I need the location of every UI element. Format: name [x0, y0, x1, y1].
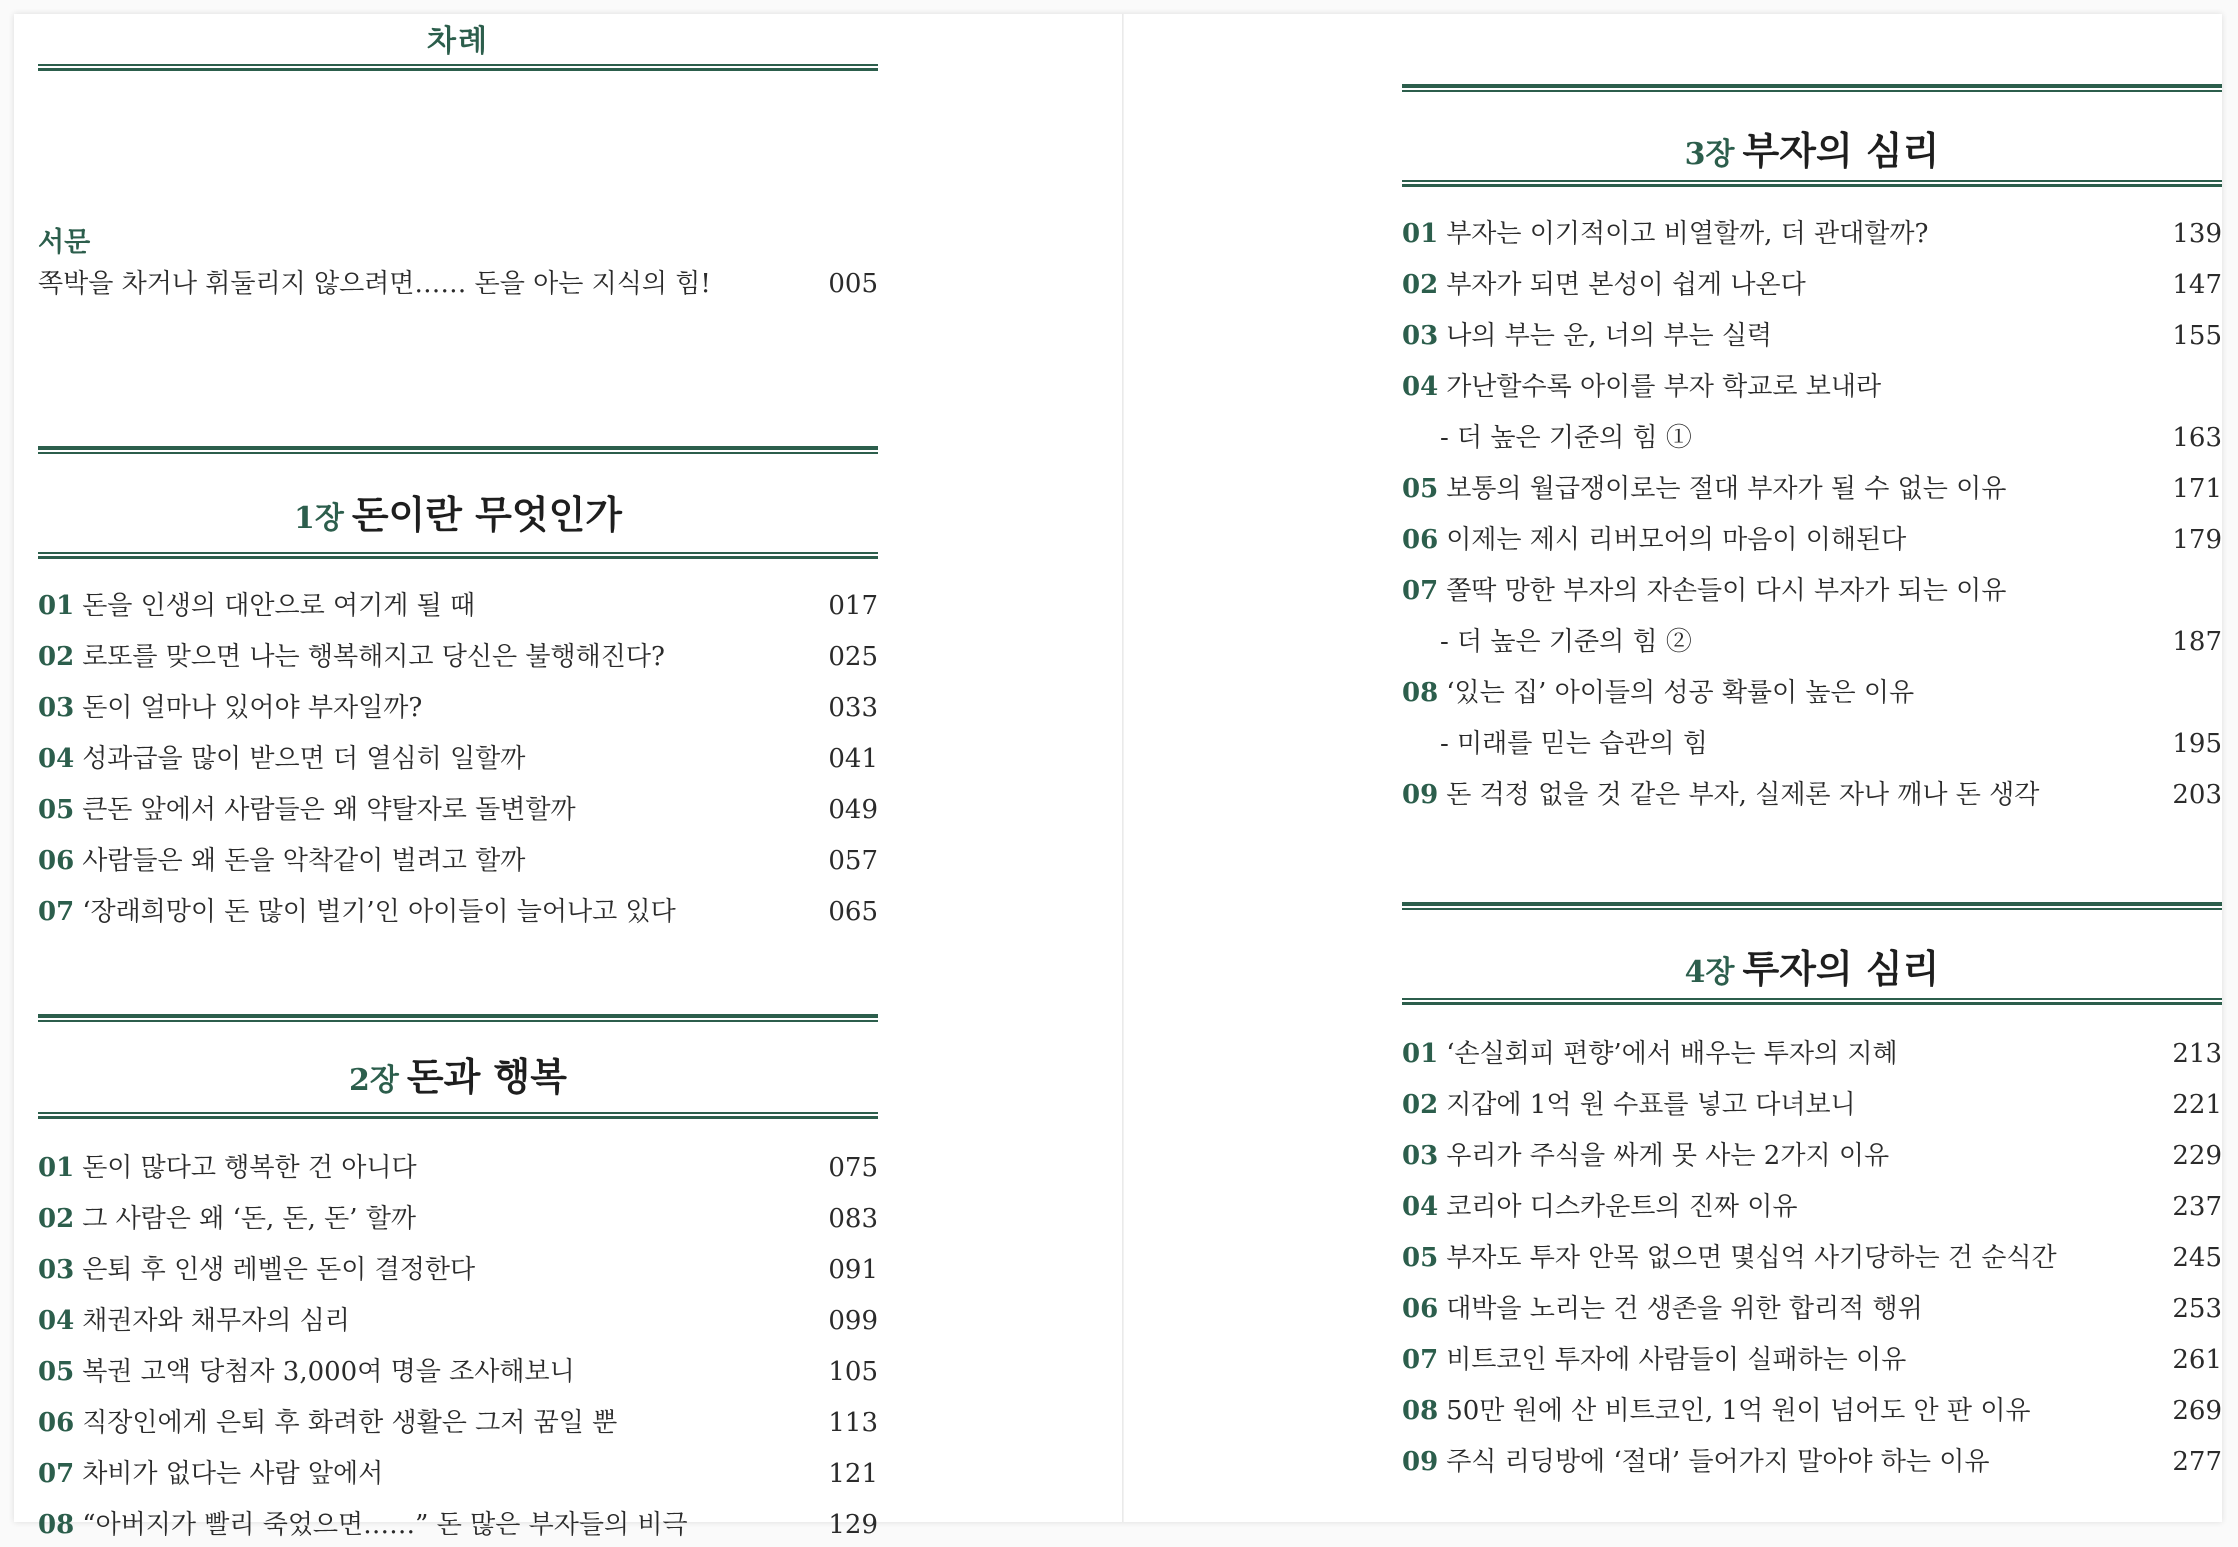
chapter-top-rule [1402, 84, 2222, 92]
chapter-number: 1장 [293, 501, 344, 536]
entry-number: 01 [1402, 219, 1439, 249]
entry-title: 보통의 월급쟁이로는 절대 부자가 될 수 없는 이유 [1446, 474, 2007, 504]
entry-title: 지갑에 1억 원 수표를 넣고 다녀보니 [1446, 1090, 1856, 1120]
toc-entry[interactable] [1402, 1185, 2222, 1229]
entry-number: 03 [1402, 321, 1439, 351]
toc-entry[interactable] [38, 890, 878, 934]
entry-number: 04 [1402, 372, 1439, 402]
entry-title: 우리가 주식을 싸게 못 사는 2가지 이유 [1446, 1141, 1890, 1171]
entry-title: “아버지가 빨리 죽었으면……” 돈 많은 부자들의 비극 [82, 1510, 688, 1540]
entry-page-number: 075 [828, 1153, 878, 1183]
entry-title: 비트코인 투자에 사람들이 실패하는 이유 [1446, 1345, 1907, 1375]
entry-page-number: 005 [828, 269, 878, 299]
entry-number: 06 [1402, 525, 1439, 555]
toc-entry[interactable] [38, 686, 878, 730]
chapter-top-rule [1402, 902, 2222, 910]
entry-number: 03 [38, 693, 75, 723]
toc-entry[interactable] [38, 1350, 878, 1394]
entry-page-number: 049 [828, 795, 878, 825]
entry-title: 쪽박을 차거나 휘둘리지 않으려면…… 돈을 아는 지식의 힘! [38, 269, 711, 299]
toc-entry[interactable] [38, 788, 878, 832]
entry-page-number: 277 [2172, 1447, 2222, 1477]
toc-entry[interactable] [38, 737, 878, 781]
entry-page-number: 163 [2172, 423, 2222, 453]
entry-title: 코리아 디스카운트의 진짜 이유 [1446, 1192, 1798, 1222]
entry-page-number: 113 [828, 1408, 878, 1438]
toc-title: 차례 [427, 24, 489, 59]
entry-page-number: 213 [2172, 1039, 2222, 1069]
entry-number: 07 [1402, 576, 1439, 606]
entry-number: 02 [38, 1204, 75, 1234]
toc-entry[interactable] [1402, 773, 2222, 817]
entry-page-number: 221 [2172, 1090, 2222, 1120]
entry-number: 06 [38, 1408, 75, 1438]
preface-label: 서문 [38, 227, 91, 258]
entry-page-number: 229 [2172, 1141, 2222, 1171]
toc-entry[interactable] [1402, 1032, 2222, 1076]
entry-number: 07 [38, 897, 75, 927]
chapter-title: 돈과 행복 [406, 1054, 567, 1099]
entry-page-number: 017 [828, 591, 878, 621]
toc-entry[interactable] [1402, 620, 2222, 664]
entry-page-number: 253 [2172, 1294, 2222, 1324]
entry-page-number: 261 [2172, 1345, 2222, 1375]
entry-title: 돈이 얼마나 있어야 부자일까? [82, 693, 423, 723]
entry-number: 03 [38, 1255, 75, 1285]
toc-entry[interactable] [1402, 1083, 2222, 1127]
toc-entry[interactable] [1402, 518, 2222, 562]
entry-number: 07 [38, 1459, 75, 1489]
entry-title: 돈을 인생의 대안으로 여기게 될 때 [82, 591, 476, 621]
toc-entry[interactable] [1402, 569, 2222, 613]
book-spread [14, 14, 2222, 1540]
entry-number: 05 [38, 795, 75, 825]
entry-title: 주식 리딩방에 ‘절대’ 들어가지 말아야 하는 이유 [1446, 1447, 1990, 1477]
toc-entry[interactable] [1402, 1134, 2222, 1178]
toc-entry[interactable] [1402, 365, 2222, 409]
entry-title: 그 사람은 왜 ‘돈, 돈, 돈’ 할까 [82, 1204, 416, 1234]
entry-page-number: 195 [2172, 729, 2222, 759]
entry-title: ‘있는 집’ 아이들의 성공 확률이 높은 이유 [1446, 678, 1915, 708]
chapter-bottom-rule [38, 1112, 878, 1119]
toc-entry[interactable] [1402, 1389, 2222, 1433]
entry-title: 차비가 없다는 사람 앞에서 [82, 1459, 384, 1489]
entry-number: 02 [1402, 1090, 1439, 1120]
entry-title: 로또를 맞으면 나는 행복해지고 당신은 불행해진다? [82, 642, 665, 672]
preface-entry[interactable] [38, 262, 878, 306]
entry-number: 06 [1402, 1294, 1439, 1324]
toc-entry[interactable] [1402, 1287, 2222, 1331]
toc-entry[interactable] [38, 1146, 878, 1190]
chapter-top-rule [38, 446, 878, 454]
entry-page-number: 171 [2172, 474, 2222, 504]
toc-entry[interactable] [1402, 314, 2222, 358]
chapter-heading [38, 484, 878, 539]
entry-title: 복권 고액 당첨자 3,000여 명을 조사해보니 [82, 1357, 575, 1387]
toc-entry[interactable] [1402, 212, 2222, 256]
entry-number: 09 [1402, 780, 1439, 810]
toc-entry[interactable] [38, 584, 878, 628]
entry-page-number: 091 [828, 1255, 878, 1285]
entry-number: 04 [38, 1306, 75, 1336]
entry-page-number: 269 [2172, 1396, 2222, 1426]
entry-number: 05 [38, 1357, 75, 1387]
entry-number: 04 [1402, 1192, 1439, 1222]
entry-page-number: 057 [828, 846, 878, 876]
toc-entry[interactable] [38, 839, 878, 883]
entry-title: 돈 걱정 없을 것 같은 부자, 실제론 자나 깨나 돈 생각 [1446, 780, 2040, 810]
toc-entry[interactable] [1402, 671, 2222, 715]
entry-title: 대박을 노리는 건 생존을 위한 합리적 행위 [1446, 1294, 1923, 1324]
toc-entry[interactable] [38, 1452, 878, 1496]
entry-number: 08 [1402, 1396, 1439, 1426]
toc-entry[interactable] [38, 1197, 878, 1241]
entry-number: 03 [1402, 1141, 1439, 1171]
entry-title: - 더 높은 기준의 힘 ① [1440, 423, 1692, 453]
entry-number: 09 [1402, 1447, 1439, 1477]
toc-entry[interactable] [1402, 416, 2222, 460]
entry-page-number: 187 [2172, 627, 2222, 657]
chapter-number: 2장 [349, 1063, 399, 1098]
entry-number: 04 [38, 744, 75, 774]
chapter-number: 3장 [1684, 137, 1735, 172]
entry-page-number: 147 [2172, 270, 2222, 300]
entry-number: 05 [1402, 1243, 1439, 1273]
entry-page-number: 245 [2172, 1243, 2222, 1273]
entry-title: - 더 높은 기준의 힘 ② [1440, 627, 1692, 657]
chapter-title: 투자의 심리 [1742, 946, 1940, 991]
chapter-bottom-rule [1402, 998, 2222, 1005]
entry-title: ‘장래희망이 돈 많이 벌기’인 아이들이 늘어나고 있다 [82, 897, 676, 927]
entry-page-number: 121 [828, 1459, 878, 1489]
entry-number: 02 [1402, 270, 1439, 300]
toc-entry[interactable] [1402, 1440, 2222, 1484]
chapter-number: 4장 [1684, 955, 1735, 990]
entry-page-number: 179 [2172, 525, 2222, 555]
entry-number: 07 [1402, 1345, 1439, 1375]
chapter-top-rule [38, 1014, 878, 1022]
chapter-bottom-rule [38, 552, 878, 559]
entry-title: 가난할수록 아이를 부자 학교로 보내라 [1446, 372, 1882, 402]
toc-entry[interactable] [38, 1248, 878, 1292]
entry-number: 01 [1402, 1039, 1439, 1069]
entry-title: 50만 원에 산 비트코인, 1억 원이 넘어도 안 판 이유 [1446, 1396, 2031, 1426]
entry-number: 06 [38, 846, 75, 876]
entry-page-number: 065 [828, 897, 878, 927]
toc-entry[interactable] [38, 1401, 878, 1445]
toc-entry[interactable] [1402, 467, 2222, 511]
entry-number: 01 [38, 591, 75, 621]
entry-number: 08 [1402, 678, 1439, 708]
chapter-title: 부자의 심리 [1742, 128, 1940, 173]
chapter-heading [1402, 938, 2222, 993]
entry-number: 08 [38, 1510, 75, 1540]
chapter-title: 돈이란 무엇인가 [351, 492, 623, 537]
entry-page-number: 033 [828, 693, 878, 723]
entry-title: 부자도 투자 안목 없으면 몇십억 사기당하는 건 순식간 [1446, 1243, 2057, 1273]
entry-title: 쫄딱 망한 부자의 자손들이 다시 부자가 되는 이유 [1446, 576, 2007, 606]
entry-title: 은퇴 후 인생 레벨은 돈이 결정한다 [82, 1255, 476, 1285]
entry-title: 성과급을 많이 받으면 더 열심히 일할까 [82, 744, 526, 774]
entry-number: 01 [38, 1153, 75, 1183]
toc-entry[interactable] [1402, 263, 2222, 307]
entry-title: 큰돈 앞에서 사람들은 왜 약탈자로 돌변할까 [82, 795, 576, 825]
entry-number: 02 [38, 642, 75, 672]
entry-title: 직장인에게 은퇴 후 화려한 생활은 그저 꿈일 뿐 [82, 1408, 618, 1438]
entry-title: ‘손실회피 편향’에서 배우는 투자의 지혜 [1446, 1039, 1898, 1069]
entry-page-number: 203 [2172, 780, 2222, 810]
entry-title: 사람들은 왜 돈을 악착같이 벌려고 할까 [82, 846, 526, 876]
toc-title-rule [38, 64, 878, 71]
entry-page-number: 139 [2172, 219, 2222, 249]
entry-title: 부자는 이기적이고 비열할까, 더 관대할까? [1446, 219, 1929, 249]
toc-entry[interactable] [1402, 722, 2222, 766]
entry-title: - 미래를 믿는 습관의 힘 [1440, 729, 1708, 759]
toc-entry[interactable] [1402, 1338, 2222, 1382]
chapter-heading [1402, 120, 2222, 175]
entry-page-number: 099 [828, 1306, 878, 1336]
entry-page-number: 025 [828, 642, 878, 672]
entry-page-number: 105 [828, 1357, 878, 1387]
left-page [14, 14, 1124, 1540]
entry-number: 05 [1402, 474, 1439, 504]
toc-entry[interactable] [38, 1503, 878, 1547]
entry-title: 이제는 제시 리버모어의 마음이 이해된다 [1446, 525, 1907, 555]
entry-page-number: 129 [828, 1510, 878, 1540]
toc-entry[interactable] [1402, 1236, 2222, 1280]
entry-title: 돈이 많다고 행복한 건 아니다 [82, 1153, 417, 1183]
entry-page-number: 041 [828, 744, 878, 774]
entry-title: 부자가 되면 본성이 쉽게 나온다 [1446, 270, 1806, 300]
toc-entry[interactable] [38, 1299, 878, 1343]
entry-page-number: 083 [828, 1204, 878, 1234]
entry-page-number: 155 [2172, 321, 2222, 351]
chapter-heading [38, 1046, 878, 1101]
chapter-bottom-rule [1402, 180, 2222, 187]
right-page [1124, 14, 2222, 1522]
entry-page-number: 237 [2172, 1192, 2222, 1222]
entry-title: 나의 부는 운, 너의 부는 실력 [1446, 321, 1773, 351]
entry-title: 채권자와 채무자의 심리 [82, 1306, 350, 1336]
toc-entry[interactable] [38, 635, 878, 679]
